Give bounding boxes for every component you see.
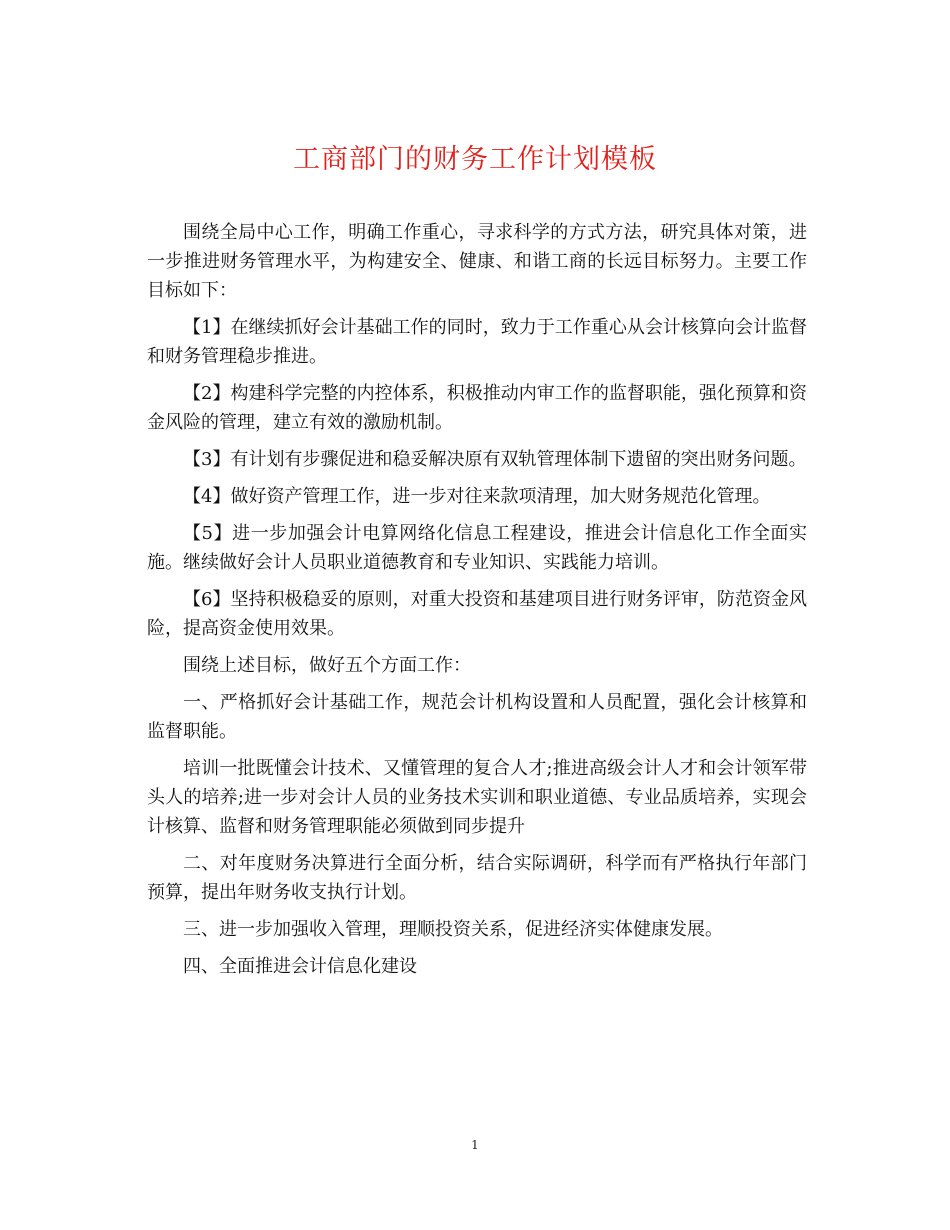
- work-item-3: 三、进一步加强收入管理，理顺投资关系，促进经济实体健康发展。: [183, 919, 723, 940]
- document-body: [147, 218, 807, 989]
- training-paragraph: 培训一批既懂会计技术、又懂管理的复合人才;推进高级会计人才和会计领军带头人的培养;进一步对会计人员的业务技术实训和职业道德、专业品质培养，实现会计核算、监督和财务管理职能必须做到同步提升: [147, 758, 807, 837]
- goal-1-paragraph: 【1】在继续抓好会计基础工作的同时，致力于工作重心从会计核算向会计监督和财务管理稳步推进。: [147, 317, 807, 367]
- work-item-1: 一、严格抓好会计基础工作，规范会计机构设置和人员配置，强化会计核算和监督职能。: [147, 692, 807, 742]
- goal-3-paragraph: 【3】有计划有步骤促进和稳妥解决原有双轨管理体制下遗留的突出财务问题。: [183, 449, 807, 470]
- work-item-4: 四、全面推进会计信息化建设: [183, 956, 417, 977]
- page-number: 1: [471, 1138, 479, 1152]
- goal-4-paragraph: 【4】做好资产管理工作，进一步对往来款项清理，加大财务规范化管理。: [183, 486, 771, 507]
- goal-5-paragraph: 【5】进一步加强会计电算网络化信息工程建设，推进会计信息化工作全面实施。继续做好会计人员职业道德教育和专业知识、实践能力培训。: [147, 523, 807, 573]
- work-item-2: 二、对年度财务决算进行全面分析，结合实际调研，科学而有严格执行年部门预算，提出年财务收支执行计划。: [147, 853, 807, 903]
- goal-2-paragraph: 【2】构建科学完整的内控体系，积极推动内审工作的监督职能，强化预算和资金风险的管理，建立有效的激励机制。: [147, 383, 807, 433]
- intro-paragraph: 围绕全局中心工作，明确工作重心，寻求科学的方式方法，研究具体对策，进一步推进财务管理水平，为构建安全、健康、和谐工商的长远目标努力。主要工作目标如下：: [147, 222, 807, 301]
- goal-6-paragraph: 【6】坚持积极稳妥的原则，对重大投资和基建项目进行财务评审，防范资金风险，提高资金使用效果。: [147, 589, 807, 639]
- work-aspects-intro: 围绕上述目标，做好五个方面工作：: [183, 655, 471, 676]
- document-title: 工商部门的财务工作计划模板: [293, 144, 657, 175]
